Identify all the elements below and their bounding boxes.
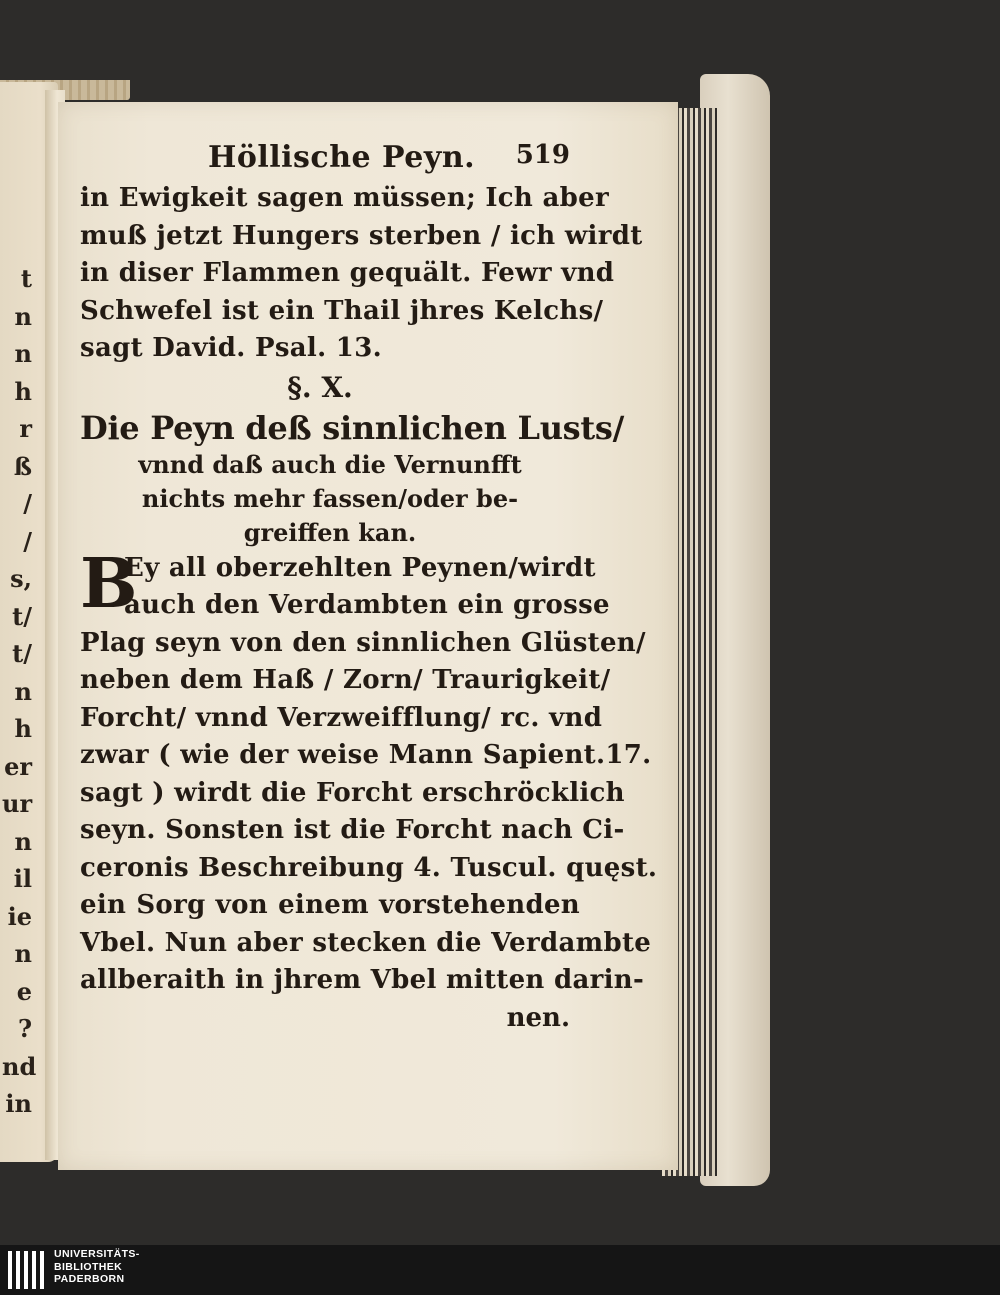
text-line: Vbel. Nun aber stecken die Verdambte bbox=[80, 927, 652, 958]
left-page-fragment: e bbox=[16, 976, 32, 1006]
text-line: in diser Flammen gequält. Fewr vnd bbox=[80, 258, 615, 288]
text-line: ein Sorg von einem vorstehenden bbox=[80, 890, 580, 920]
section-mark: §. X. bbox=[287, 370, 353, 404]
library-name-line: BIBLIOTHEK bbox=[54, 1260, 123, 1273]
left-page-fragment: / bbox=[23, 526, 32, 556]
paragraph-start bbox=[80, 543, 610, 625]
text-line: Forcht/ vnnd Verzweifflung/ rc. vnd bbox=[80, 702, 603, 733]
text-line: in Ewigkeit sagen müssen; Ich aber bbox=[80, 183, 609, 213]
left-page-fragment: h bbox=[14, 714, 32, 743]
text-line: ceronis Beschreibung 4. Tuscul. quęst. bbox=[80, 852, 658, 883]
left-page-fragment: er bbox=[4, 751, 32, 781]
left-page-fragment: nd bbox=[2, 1051, 37, 1081]
section-title: Die Peyn deß sinnlichen Lusts/ bbox=[80, 408, 624, 447]
left-page-fragment: s, bbox=[10, 564, 32, 593]
left-page-fragment: ur bbox=[2, 789, 33, 818]
running-head: Höllische Peyn. bbox=[208, 140, 476, 175]
left-page-fragment: ie bbox=[7, 901, 32, 931]
page-text-block bbox=[80, 140, 658, 1037]
left-page-fragment: t/ bbox=[12, 639, 32, 668]
text-line: allberaith in jhrem Vbel mitten darin- bbox=[80, 965, 645, 995]
section-subtitle-line: vnnd daß auch die Vernunfft bbox=[138, 449, 522, 479]
text-line: sagt David. Psal. 13. bbox=[80, 333, 382, 363]
left-page-fragment: r bbox=[19, 414, 32, 443]
left-page-fragment: n bbox=[14, 339, 32, 368]
page-header bbox=[80, 140, 580, 180]
left-page-fragment: / bbox=[23, 489, 32, 518]
text-line: zwar ( wie der weise Mann Sapient.17. bbox=[80, 740, 652, 770]
text-line: muß jetzt Hungers sterben / ich wirdt bbox=[80, 220, 643, 251]
left-page-fragment: n bbox=[14, 939, 32, 968]
left-page-fragment: t bbox=[20, 264, 32, 293]
text-line: neben dem Haß / Zorn/ Traurigkeit/ bbox=[80, 665, 611, 695]
library-name[interactable] bbox=[54, 1248, 140, 1286]
left-page-fragment: il bbox=[13, 864, 32, 893]
library-name-line: PADERBORN bbox=[54, 1273, 125, 1285]
left-page-fragment: n bbox=[14, 676, 32, 706]
library-footer bbox=[0, 1245, 1000, 1295]
left-page-fragment: t/ bbox=[12, 601, 32, 631]
text-line: seyn. Sonsten ist die Forcht nach Ci- bbox=[80, 815, 625, 845]
left-page-fragment: ? bbox=[17, 1014, 32, 1043]
drop-cap: B bbox=[80, 543, 138, 624]
catchword: nen. bbox=[506, 1002, 570, 1033]
text-line: Schwefel ist ein Thail jhres Kelchs/ bbox=[80, 295, 604, 326]
text-line: sagt ) wirdt die Forcht erschröcklich bbox=[80, 777, 625, 808]
text-line: Ey all oberzehlten Peynen/wirdt bbox=[124, 552, 596, 583]
section-subtitle-line: greiffen kan. bbox=[243, 517, 417, 547]
left-page-text-fragments bbox=[2, 260, 37, 1123]
left-page-fragment: n bbox=[14, 301, 32, 331]
left-page-fragment: n bbox=[14, 826, 32, 856]
library-name-line: UNIVERSITÄTS- bbox=[54, 1248, 140, 1260]
text-line: Plag seyn von den sinnlichen Glüsten/ bbox=[80, 627, 646, 658]
section-subtitle-line: nichts mehr fassen/oder be- bbox=[141, 483, 519, 513]
left-page-fragment: in bbox=[5, 1089, 32, 1118]
left-page-fragment: h bbox=[14, 376, 32, 406]
text-line: auch den Verdambten ein grosse bbox=[124, 590, 610, 620]
page-number: 519 bbox=[515, 140, 570, 170]
library-logo-icon bbox=[8, 1251, 48, 1289]
left-page-fragment: ß bbox=[13, 451, 32, 481]
